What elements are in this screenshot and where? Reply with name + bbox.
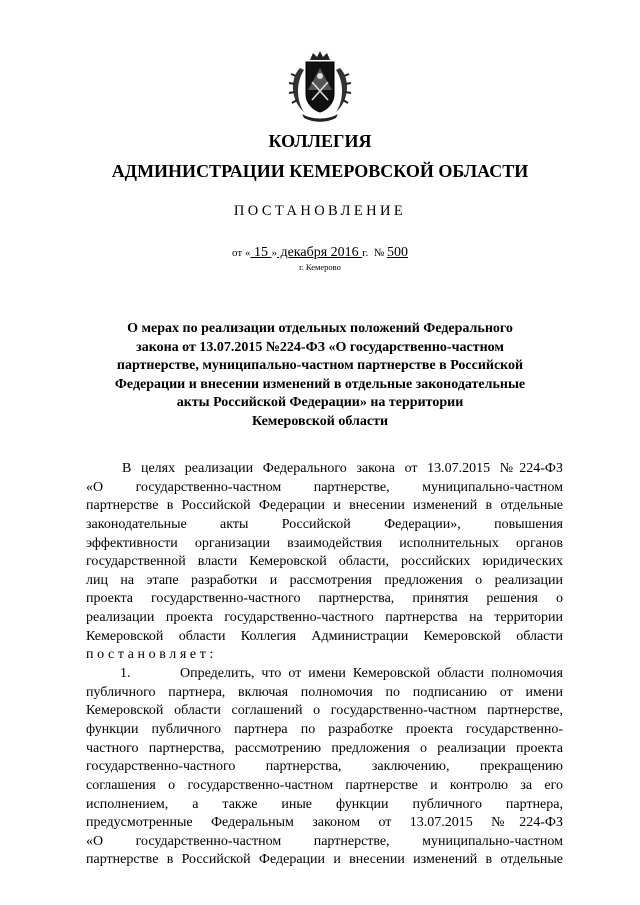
body-line: законодательные акты Российской Федерации», повышения (86, 516, 563, 532)
body-line: реализации проекта государственно-частного партнерства на территории (86, 610, 563, 626)
body-line: проекта государственно-частного партнерства, принятия решения о (86, 591, 563, 607)
title-line: партнерстве, муниципально-частном партнерстве в Российской (116, 358, 524, 374)
body-line: функции публичного партнера по разработке проекта государственно- (86, 721, 563, 737)
body-line: государственно-частного партнерства, заключению, прекращению (86, 759, 563, 775)
body-line: Кемеровской области Коллегия Администрации Кемеровской области (86, 628, 563, 644)
date-mid: » (271, 247, 277, 259)
document-date-line (0, 245, 640, 261)
date-prefix: от « (232, 247, 251, 259)
title-line: Кемеровской области (251, 413, 389, 429)
body-line: «О государственно-частном партнерстве, муниципально-частном (86, 479, 563, 495)
body-line: публичного партнера, включая полномочия по подписанию от имени (86, 684, 563, 700)
item-text: Определить, что от имени Кемеровской области полномочия (180, 666, 563, 682)
date-year-suffix: г. (362, 247, 369, 259)
title-line: Федерации и внесении изменений в отдельные законодательные (114, 376, 526, 392)
document-body (86, 460, 563, 870)
body-line: «О государственно-частном партнерстве, муниципально-частном (86, 833, 563, 849)
date-day: 15 (250, 245, 272, 260)
organization-name-line1: КОЛЛЕГИЯ (268, 131, 372, 151)
body-line: исполнением, а также иные функции публичного партнера, (86, 796, 563, 812)
item-number: 1. (120, 666, 131, 682)
body-line: Кемеровской области соглашений о государственно-частном партнерстве, (86, 703, 563, 719)
document-city: г. Кемерово (299, 262, 341, 272)
document-number: 500 (386, 245, 408, 260)
document-title (92, 320, 548, 432)
organization-name-line2: АДМИНИСТРАЦИИ КЕМЕРОВСКОЙ ОБЛАСТИ (111, 161, 529, 181)
body-line: эффективности организации взаимодействия исполнительных органов (86, 535, 563, 551)
body-line: лиц на этапе разработки и рассмотрения предложения о реализации (86, 572, 563, 588)
body-line: частного партнерства, рассмотрению предложения о реализации проекта (86, 740, 563, 756)
number-label: № (373, 247, 387, 259)
body-line: государственной власти Кемеровской области, российских юридических (86, 554, 563, 570)
document-type: ПОСТАНОВЛЕНИЕ (233, 203, 407, 219)
body-line: предусмотренные Федеральным законом от 13.07.2015 №224-ФЗ (86, 815, 563, 831)
body-line: соглашения о государственно-частном партнерстве и контролю за его (86, 777, 563, 793)
coat-of-arms-emblem (286, 50, 354, 124)
title-line: акты Российской Федерации» на территории (176, 395, 464, 411)
body-line: партнерстве в Российской Федерации и внесении изменений в отдельные (86, 498, 563, 514)
body-line: В целях реализации Федерального закона от 13.07.2015 №224-ФЗ (122, 461, 563, 476)
body-item-line (86, 665, 563, 684)
body-line: партнерстве в Российской Федерации и внесении изменений в отдельные (86, 852, 563, 868)
title-line: О мерах по реализации отдельных положений Федерального (127, 321, 513, 336)
body-line-resolves: постановляет: (86, 647, 217, 663)
title-line: закона от 13.07.2015 №224-ФЗ «О государственно-частном (136, 339, 504, 355)
date-month-year: декабря 2016 (276, 245, 363, 260)
